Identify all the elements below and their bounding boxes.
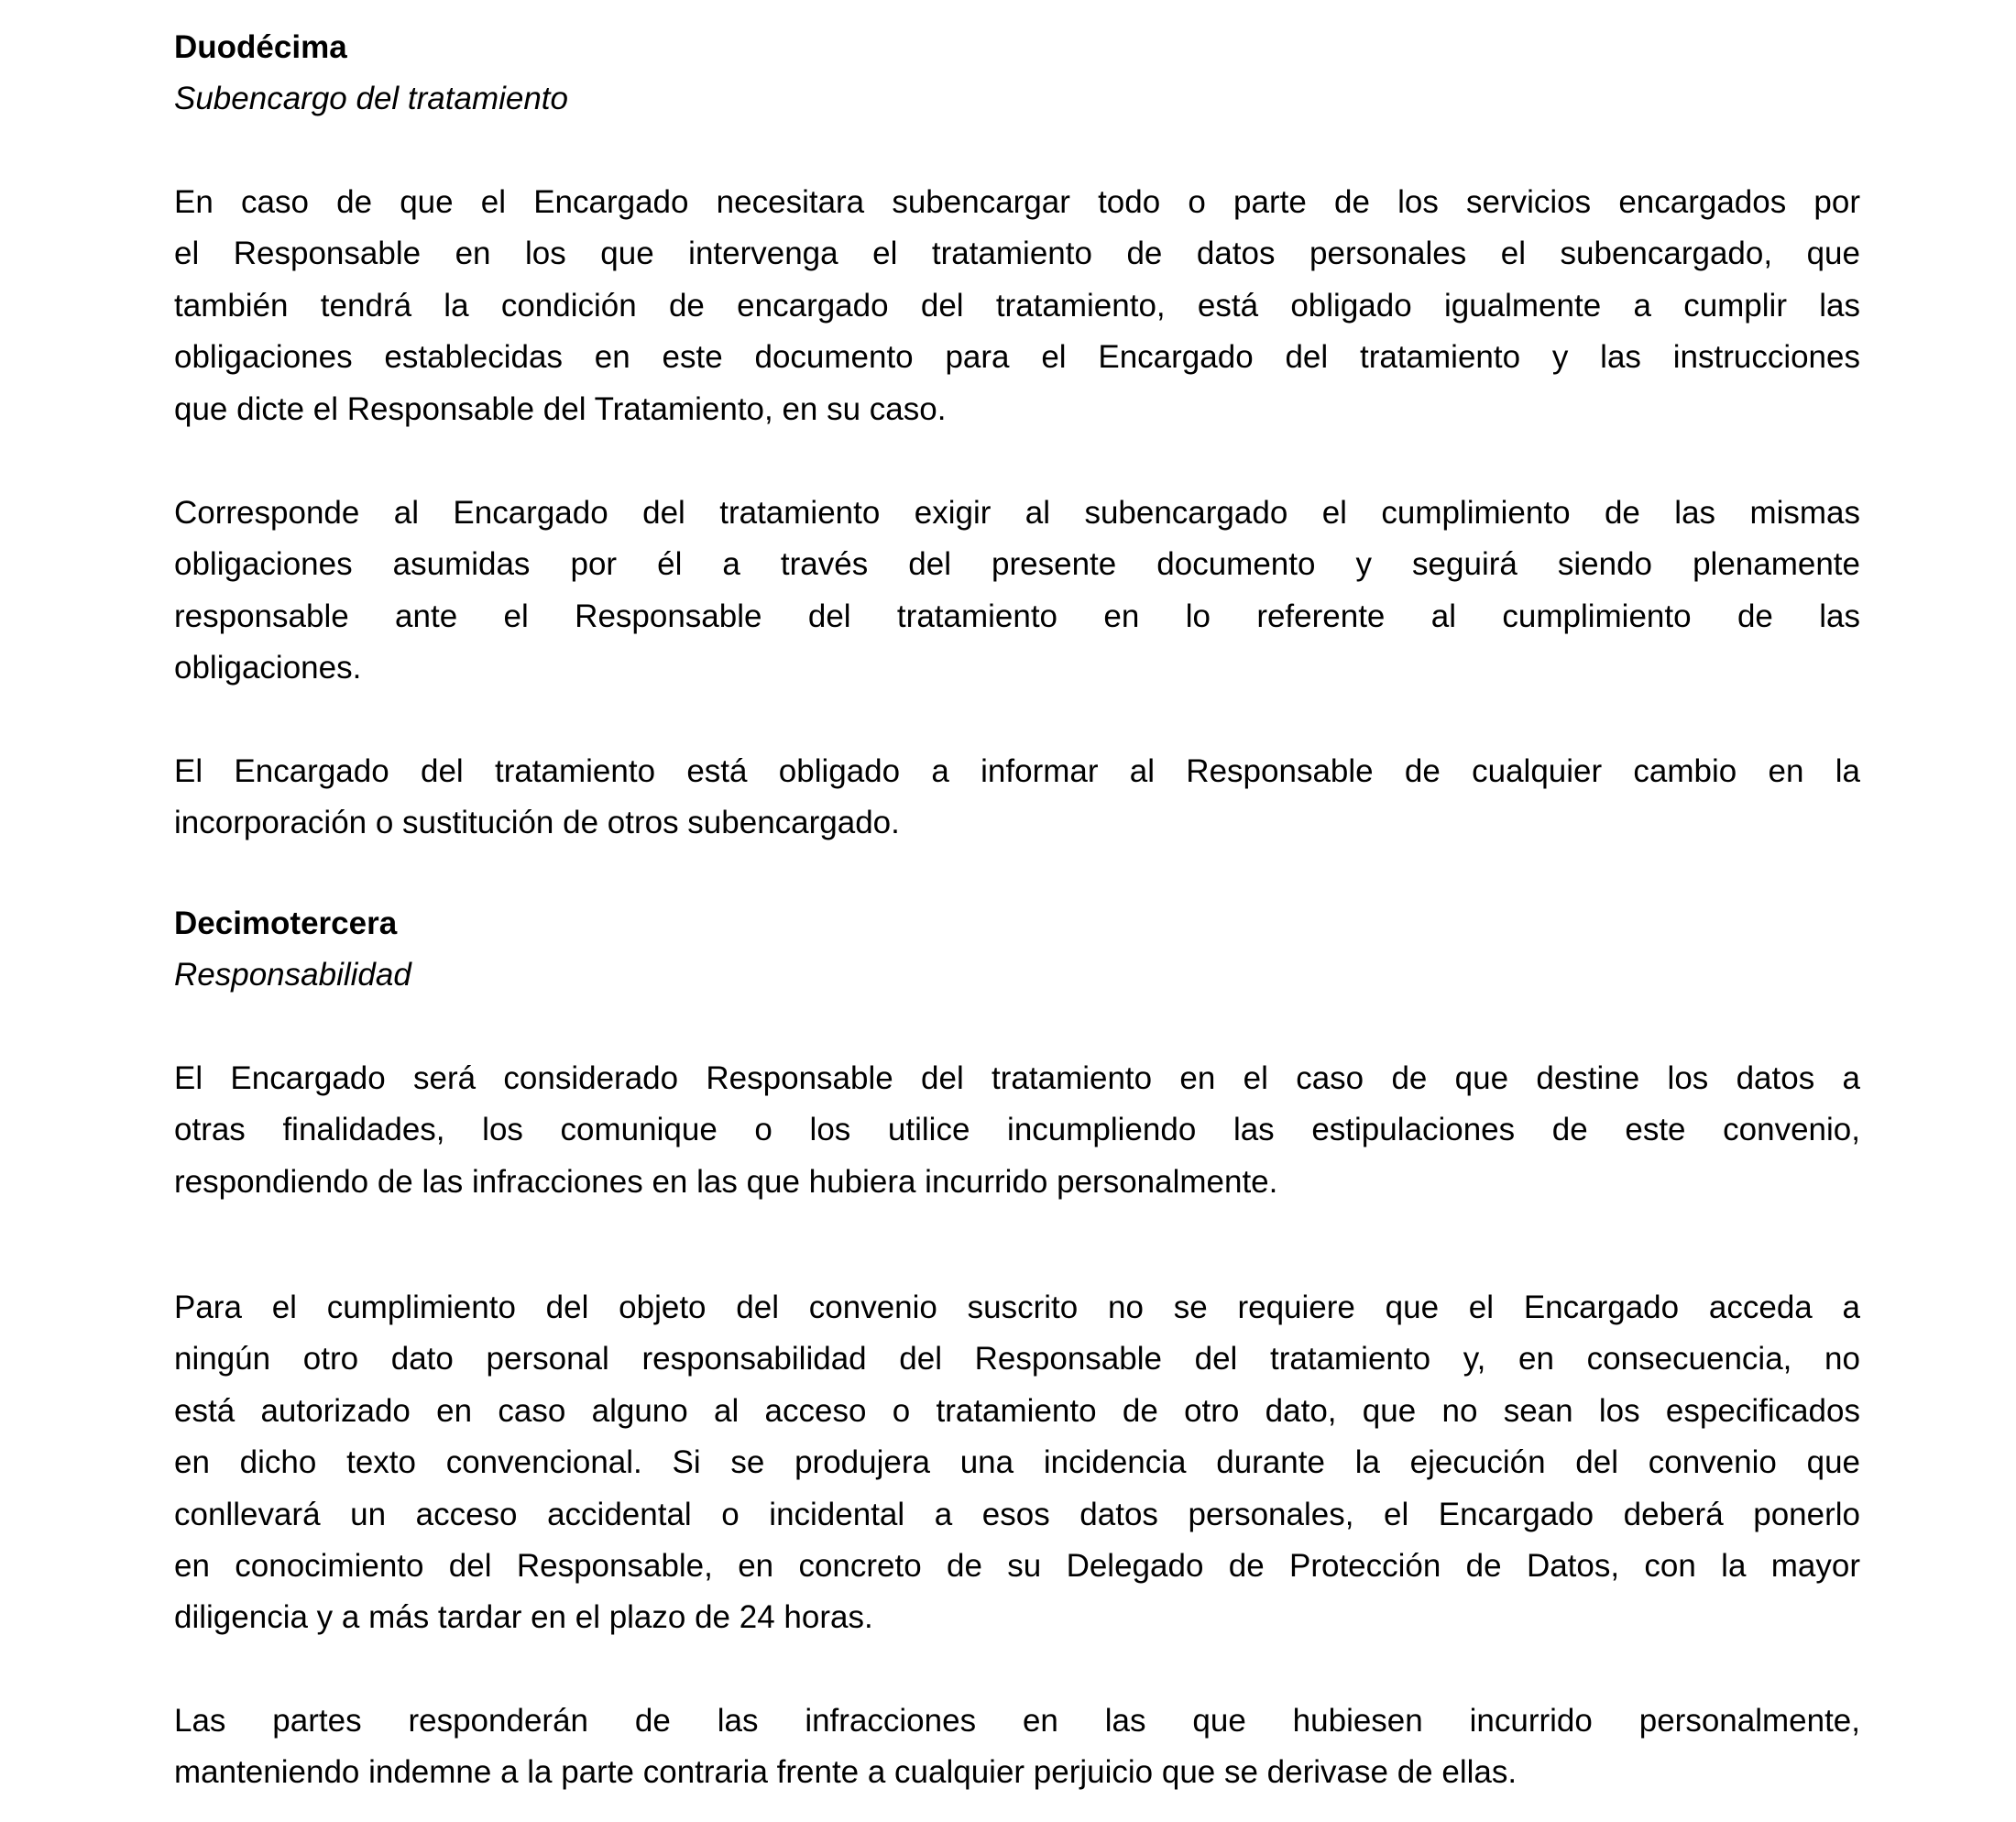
- paragraph: [174, 746, 1860, 850]
- text-line: responsable ante el Responsable del tratamiento en lo referente al cumplimiento de las: [174, 598, 1860, 634]
- text-line: Para el cumplimiento del objeto del convenio suscrito no se requiere que el Encargado acceda a: [174, 1290, 1860, 1325]
- text-line: diligencia y a más tardar en el plazo de 24 horas.: [174, 1599, 873, 1636]
- text-line: está autorizado en caso alguno al acceso o tratamiento de otro dato, que no sean los especificados: [174, 1392, 1860, 1429]
- text-line: Las partes responderán de las infracciones en las que hubiesen incurrido personalmente,: [174, 1703, 1860, 1739]
- paragraph: [174, 1696, 1860, 1799]
- paragraph: [174, 1053, 1860, 1208]
- text-line: también tendrá la condición de encargado del tratamiento, está obligado igualmente a cumplir las: [174, 287, 1860, 324]
- text-line: ningún otro dato personal responsabilidad del Responsable del tratamiento y, en consecuencia, no: [174, 1341, 1860, 1377]
- text-line: incorporación o sustitución de otros subencargado.: [174, 805, 900, 841]
- subtitle: Responsabilidad: [174, 957, 411, 993]
- paragraph: [174, 488, 1860, 695]
- text-line: obligaciones.: [174, 650, 362, 686]
- text-line: respondiendo de las infracciones en las que hubiera incurrido personalmente.: [174, 1163, 1278, 1200]
- text-line: Corresponde al Encargado del tratamiento exigir al subencargado el cumplimiento de las mismas: [174, 495, 1860, 531]
- text-line: otras finalidades, los comunique o los utilice incumpliendo las estipulaciones de este convenio,: [174, 1112, 1860, 1148]
- text-line: el Responsable en los que intervenga el tratamiento de datos personales el subencargado, que: [174, 236, 1860, 272]
- text-line: El Encargado del tratamiento está obligado a informar al Responsable de cualquier cambio en la: [174, 753, 1860, 789]
- text-line: El Encargado será considerado Responsable del tratamiento en el caso de que destine los datos a: [174, 1060, 1860, 1096]
- text-line: obligaciones establecidas en este documento para el Encargado del tratamiento y las instrucciones: [174, 339, 1860, 376]
- text-line: en dicho texto convencional. Si se produjera una incidencia durante la ejecución del convenio que: [174, 1444, 1860, 1481]
- heading: Duodécima: [174, 29, 347, 65]
- section-heading-duodecima: [174, 22, 1860, 126]
- text-line: manteniendo indemne a la parte contraria frente a cualquier perjuicio que se derivase de ellas.: [174, 1754, 1517, 1791]
- paragraph: [174, 177, 1860, 435]
- text-line: obligaciones asumidas por él a través del presente documento y seguirá siendo plenamente: [174, 546, 1860, 583]
- heading: Decimotercera: [174, 906, 398, 941]
- section-heading-decimotercera: [174, 898, 1860, 1002]
- subtitle: Subencargo del tratamiento: [174, 81, 568, 117]
- paragraph: [174, 1282, 1860, 1644]
- text-line: que dicte el Responsable del Tratamiento, en su caso.: [174, 390, 947, 427]
- text-line: en conocimiento del Responsable, en concreto de su Delegado de Protección de Datos, con la mayor: [174, 1548, 1860, 1585]
- text-line: En caso de que el Encargado necesitara subencargar todo o parte de los servicios encargados por: [174, 184, 1860, 220]
- text-line: conllevará un acceso accidental o incidental a esos datos personales, el Encargado deberá ponerlo: [174, 1496, 1860, 1532]
